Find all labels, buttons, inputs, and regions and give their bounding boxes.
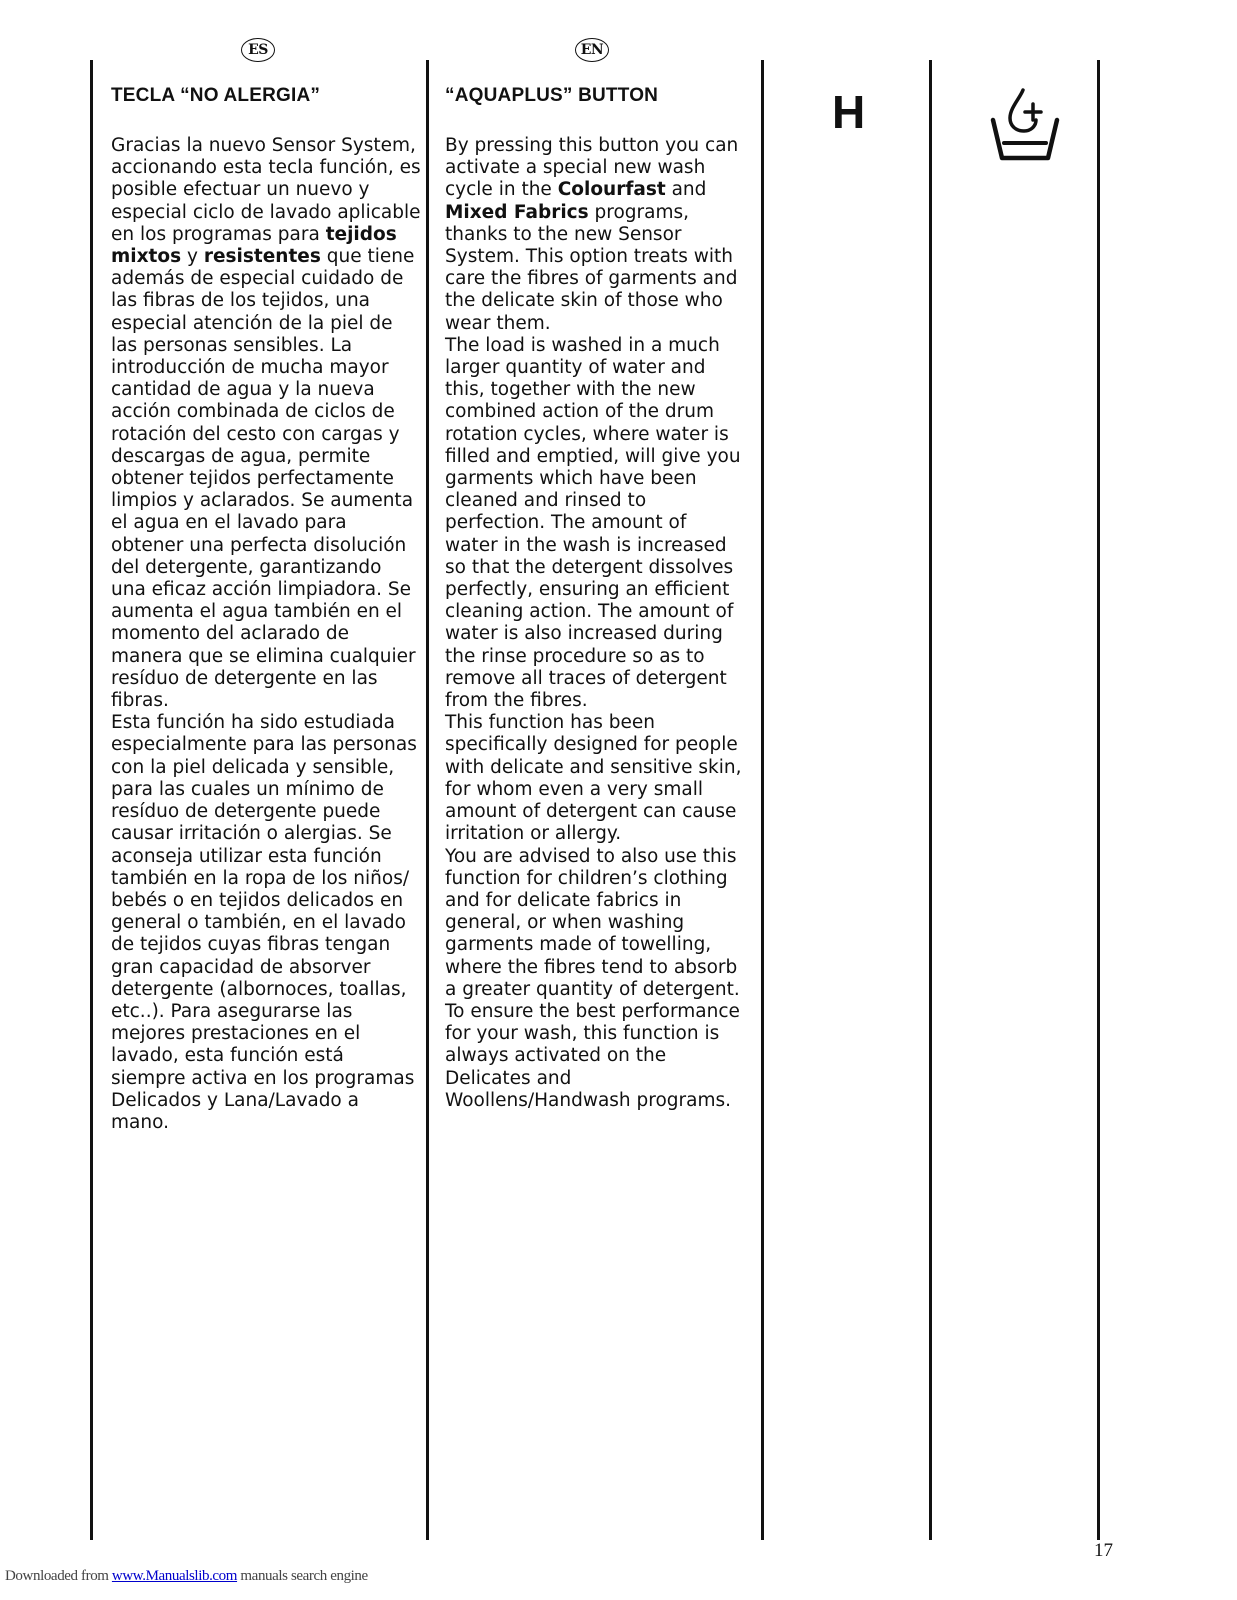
section-heading-es: TECLA “NO ALERGIA” xyxy=(111,85,321,106)
paragraph: To ensure the best performance for your wash, this function is always activated on the Delicates and Woollens/Handwash programs. xyxy=(445,1000,740,1111)
column-divider-2 xyxy=(426,60,429,1540)
column-divider-5 xyxy=(1097,60,1100,1540)
column-divider-4 xyxy=(929,60,932,1540)
section-heading-en: “AQUAPLUS” BUTTON xyxy=(445,85,659,106)
english-column xyxy=(445,84,743,1112)
column-divider-1 xyxy=(90,60,93,1540)
paragraph: You are advised to also use this function for children’s clothing and for delicate fabrics in general, or when washing garments made of towelling, where the fibres tend to absorb a greater quantity of detergent. xyxy=(445,845,740,1000)
page-number: 17 xyxy=(1094,1540,1113,1561)
paragraph: This function has been specifically designed for people with delicate and sensitive skin, for whom even a very small amount of detergent can cause irritation or allergy. xyxy=(445,712,742,845)
paragraph: Gracias la nuevo Sensor System, accionando esta tecla función, es posible efectuar un nuevo y especial ciclo de lavado aplicable en los programas para tejidos mixtos y resistentes que tiene además de especial cuidado de las fibras de los tejidos, una especial atención de la piel de las personas sensibles. La introducción de mucha mayor cantidad de agua y la nueva acción combinada de ciclos de rotación del cesto con cargas y descargas de agua, permite obtener tejidos perfectamente limpios y aclarados. Se aumenta el agua en el lavado para obtener una perfecta disolución del detergente, garantizando una eficaz acción limpiadora. Se aumenta el agua también en el momento del aclarado de manera que se elimina cualquier resíduo de detergente en las fibras. xyxy=(111,135,421,712)
section-body-es xyxy=(111,135,421,1134)
aquaplus-tub-icon xyxy=(990,86,1060,168)
manualslib-link[interactable]: www.Manualslib.com xyxy=(111,1568,238,1584)
paragraph: Esta función ha sido estudiada especialmente para las personas con la piel delicada y sensible, para las cuales un mínimo de resíduo de detergente puede causar irritación o alergias. Se aconseja utilizar esta función también en la ropa de los niños/ bebés o en tejidos delicados en general o también, en el lavado de tejidos cuyas fibras tengan gran capacidad de absorver detergente (albornoces, toallas, etc..). Para asegurarse las mejores prestaciones en el lavado, esta función está siempre activa en los programas Delicados y Lana/Lavado a mano. xyxy=(111,712,417,1133)
paragraph: The load is washed in a much larger quantity of water and this, together with the new combined action of the drum rotation cycles, where water is filled and emptied, will give you garments which have been cleaned and rinsed to perfection. The amount of water in the wash is increased so that the detergent dissolves perfectly, ensuring an efficient cleaning action. The amount of water is also increased during the rinse procedure so as to remove all traces of detergent from the fibres. xyxy=(445,334,741,712)
section-letter: H xyxy=(832,86,866,138)
language-badge-en: EN xyxy=(575,38,609,62)
download-footer: Downloaded from www.Manualslib.com manuals search engine xyxy=(5,1568,368,1584)
paragraph: By pressing this button you can activate a special new wash cycle in the Colourfast and Mixed Fabrics programs, thanks to the new Sensor System. This option treats with care the fibres of garments and the delicate skin of those who wear them. xyxy=(445,135,739,334)
language-badge-es: ES xyxy=(241,38,275,62)
section-body-en xyxy=(445,135,743,1112)
spanish-column xyxy=(111,84,421,1134)
column-divider-3 xyxy=(761,60,764,1540)
